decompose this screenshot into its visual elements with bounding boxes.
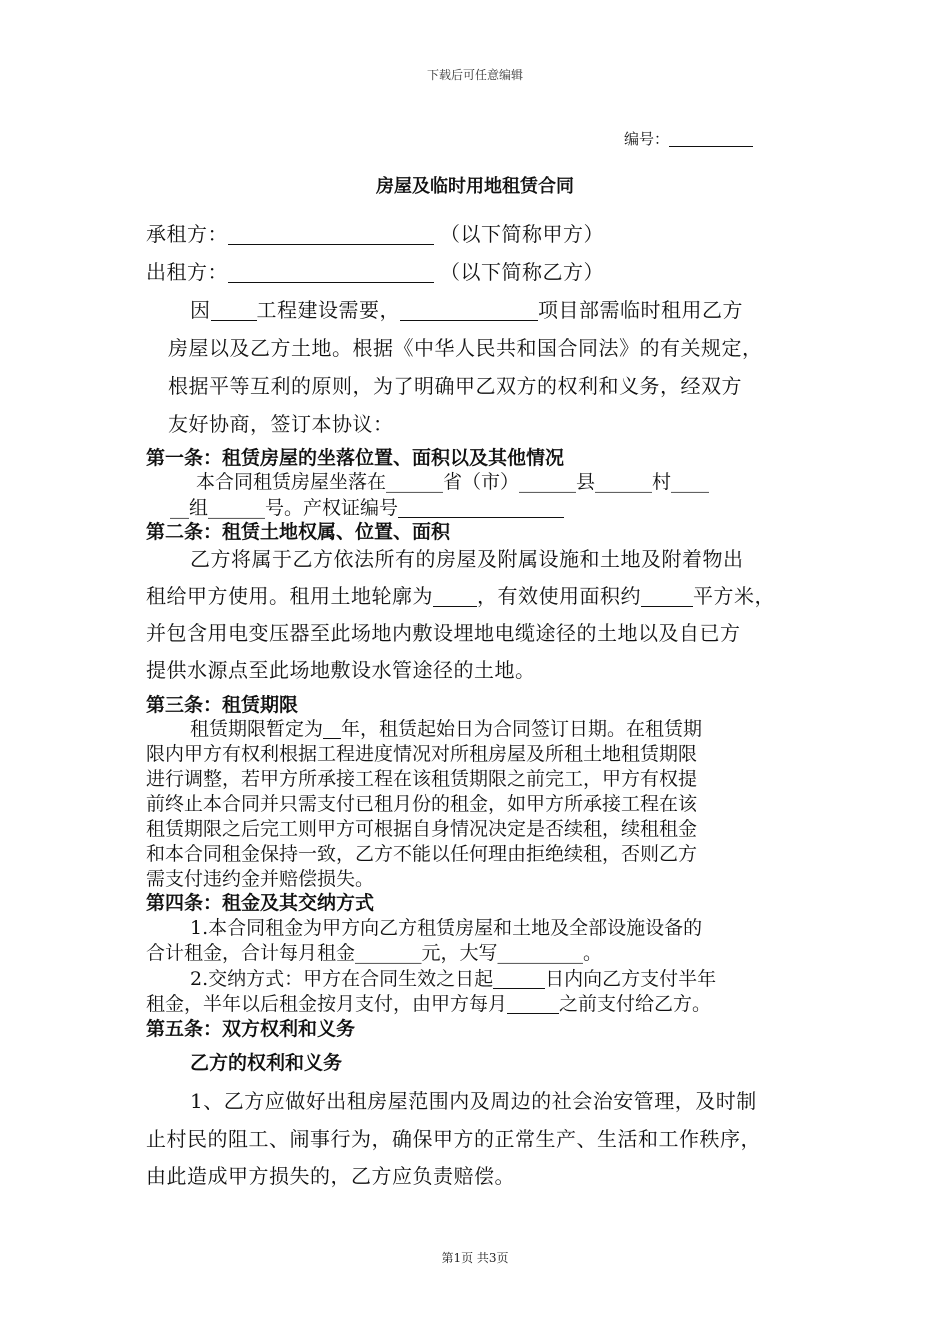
- article-3-text: 租赁期限暂定为: [190, 718, 324, 740]
- article-2-text: ，有效使用面积约: [477, 584, 641, 608]
- article-3-line-6: 和本合同租金保持一致，乙方不能以任何理由拒绝续租，否则乙方: [146, 843, 698, 865]
- article-2-text: 租给甲方使用。租用土地轮廓为: [146, 584, 433, 608]
- article-3-line-2: 限内甲方有权利根据工程进度情况对所租房屋及所租土地租赁期限: [146, 743, 698, 765]
- article-4-text: 2.交纳方式：甲方在合同生效之日起: [190, 968, 494, 990]
- doc-number-label: 编号：: [624, 130, 670, 148]
- lessee-label: 承租方：: [146, 222, 228, 246]
- article-1-heading: 第一条：租赁房屋的坐落位置、面积以及其他情况: [146, 447, 565, 469]
- project-blank: [211, 299, 257, 321]
- article-4-heading: 第四条：租金及其交纳方式: [146, 892, 375, 914]
- article-4-line-1: 1.本合同租金为甲方向乙方租赁房屋和土地及全部设施设备的: [190, 917, 703, 939]
- page-footer: 第1页 共3页: [441, 1251, 509, 1265]
- intro-line-3: 根据平等互利的原则，为了明确甲乙双方的权利和义务，经双方: [168, 374, 742, 398]
- dept-blank: [400, 299, 538, 321]
- doc-number-blank: [669, 130, 753, 147]
- article-5-subheading: 乙方的权利和义务: [190, 1052, 343, 1074]
- article-5-line-3: 由此造成甲方损失的，乙方应负责赔偿。: [146, 1164, 515, 1188]
- certificate-blank: [398, 497, 564, 518]
- article-4-text: 租金，半年以后租金按月支付，由甲方每月: [146, 993, 508, 1015]
- outline-blank: [433, 585, 477, 607]
- article-4-text: 之前支付给乙方。: [559, 993, 712, 1015]
- lessor-line: [146, 256, 604, 285]
- article-4-line-4: [146, 989, 711, 1016]
- article-3-heading: 第三条：租赁期限: [146, 694, 299, 716]
- intro-line-2: 房屋以及乙方土地。根据《中华人民共和国合同法》的有关规定，: [168, 336, 763, 360]
- article-4-line-3: [190, 964, 716, 991]
- lessor-suffix: （以下简称乙方）: [440, 260, 604, 284]
- article-2-line-3: 并包含用电变压器至此场地内敷设埋地电缆途径的土地以及自已方: [146, 621, 741, 645]
- lessee-suffix: （以下简称甲方）: [440, 222, 604, 246]
- doc-number: [624, 128, 753, 149]
- article-5-heading: 第五条：双方权利和义务: [146, 1018, 356, 1040]
- article-1-line-1: 本合同租赁房屋坐落在______省（市）______县______村____: [196, 471, 710, 493]
- article-3-line-4: 前终止本合同并只需支付已租月份的租金，如甲方所承接工程在该: [146, 793, 698, 815]
- article-2-line-1: 乙方将属于乙方依法所有的房屋及附属设施和土地及附着物出: [190, 547, 744, 571]
- article-1-text: __组______号。产权证编号: [170, 497, 399, 519]
- article-2-heading: 第二条：租赁土地权属、位置、面积: [146, 521, 451, 543]
- article-1-line-2: [170, 493, 564, 520]
- lessor-label: 出租方：: [146, 260, 228, 284]
- article-3-line-3: 进行调整，若甲方所承接工程在该租赁期限之前完工，甲方有权提: [146, 768, 698, 790]
- article-5-line-2: 止村民的阻工、闹事行为，确保甲方的正常生产、生活和工作秩序，: [146, 1127, 761, 1151]
- article-3-line-5: 租赁期限之后完工则甲方可根据自身情况决定是否续租，续租租金: [146, 818, 698, 840]
- years-blank: [323, 718, 341, 739]
- intro-text: 工程建设需要，: [256, 298, 400, 322]
- intro-text: 项目部需临时租用乙方: [538, 298, 743, 322]
- article-4-line-2: 合计租金，合计每月租金_______元，大写_________。: [146, 942, 603, 964]
- article-2-line-4: 提供水源点至此场地敷设水管途径的土地。: [146, 658, 536, 682]
- article-2-text: 平方米，: [693, 584, 775, 608]
- article-3-text: 年，租赁起始日为合同签订日期。在租赁期: [341, 718, 703, 740]
- page-header-note: 下载后可任意编辑: [426, 68, 523, 82]
- intro-line-4: 友好协商，签订本协议：: [168, 412, 394, 436]
- monthly-date-blank: [507, 993, 559, 1014]
- article-3-line-1: [190, 714, 702, 741]
- intro-text: 因: [190, 298, 211, 322]
- payment-days-blank: [493, 968, 545, 989]
- lessee-line: [146, 218, 604, 247]
- lessor-blank: [228, 261, 434, 283]
- article-2-line-2: [146, 580, 775, 609]
- document-title: 房屋及临时用地租赁合同: [376, 176, 574, 197]
- article-4-text: 日内向乙方支付半年: [545, 968, 717, 990]
- article-5-line-1: 1、乙方应做好出租房屋范围内及周边的社会治安管理，及时制: [190, 1089, 757, 1113]
- lessee-blank: [228, 223, 434, 245]
- article-3-line-7: 需支付违约金并赔偿损失。: [146, 868, 375, 890]
- area-blank: [641, 585, 693, 607]
- intro-line-1: [190, 294, 743, 323]
